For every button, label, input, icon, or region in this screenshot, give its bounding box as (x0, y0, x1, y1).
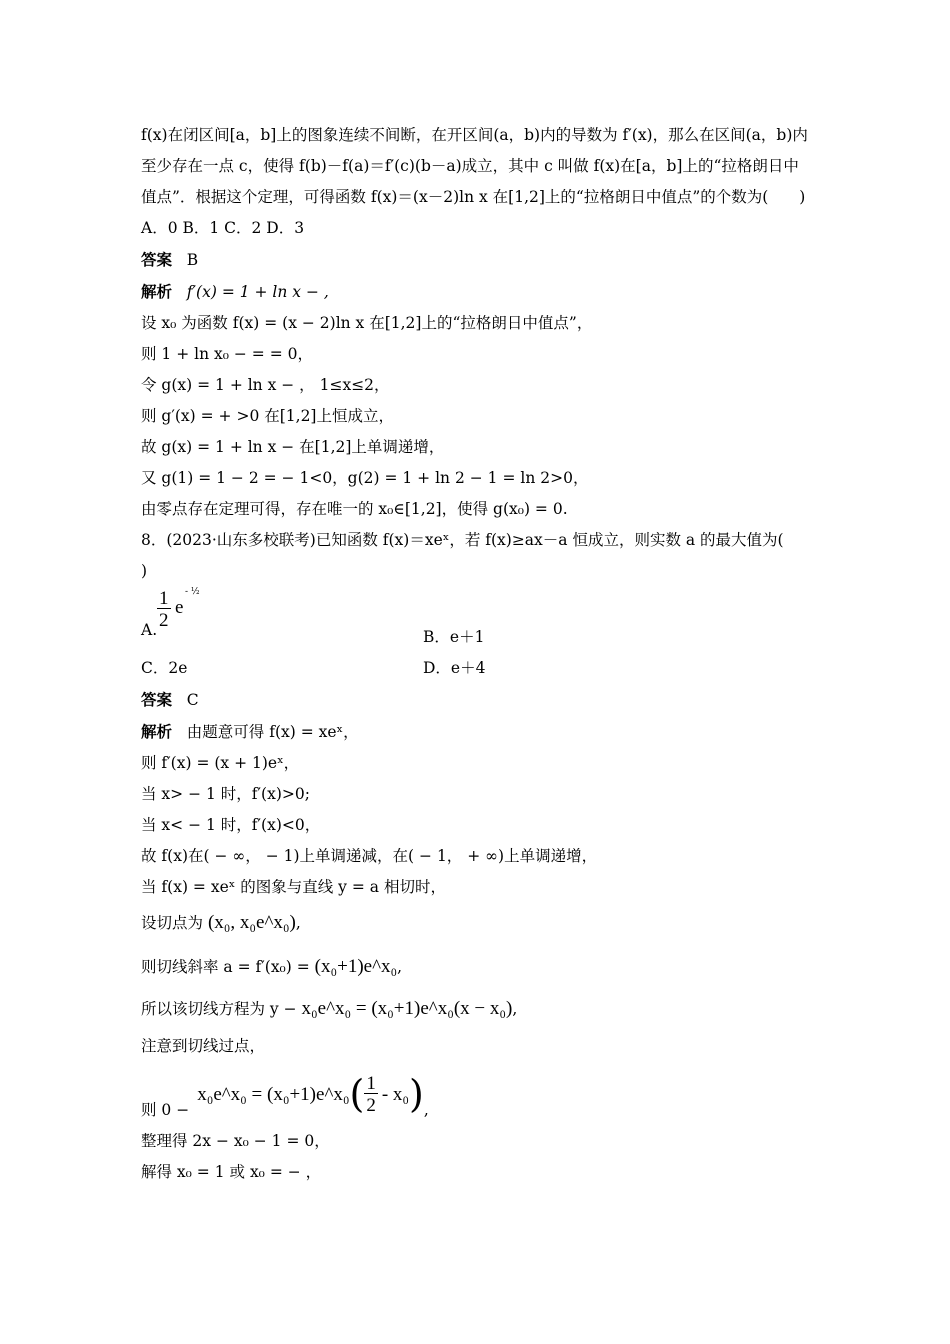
analysis-line: 故 g(x) = 1 + ln x − 在[1,2]上单调递增， (141, 438, 445, 456)
problem7-answer (141, 244, 811, 276)
problem8-options-row1 (141, 587, 811, 653)
analysis-line: 则 g′(x) = + >0 在[1,2]上恒成立， (141, 407, 394, 425)
tangent-equation-formula: x₀e^x₀ = (x₀+1)e^x₀(x − x₀) (301, 998, 513, 1019)
slope-line: 则切线斜率 a = f′(x₀) = (x₀+1)e^x₀, (141, 956, 403, 977)
option-a-fraction: $\frac{1}{2}$ (159, 588, 169, 631)
tangent-equation-line: 所以该切线方程为 y − x₀e^x₀ = (x₀+1)e^x₀(x − x₀), (141, 998, 518, 1019)
note-line: 注意到切线过点， (141, 1037, 266, 1055)
analysis-label: 解析 (141, 282, 173, 301)
problem8-analysis-1 (141, 716, 811, 748)
option-a: A. $\frac{1}{2}$ e - ½ (141, 587, 200, 639)
tidy-line: 整理得 2x − x₀ − 1 = 0， (141, 1132, 330, 1150)
answer-value: C (186, 691, 199, 709)
analysis-line: 由零点存在定理可得，存在唯一的 x₀∈[1,2]，使得 g(x₀) = 0. (141, 500, 568, 518)
problem8-answer (141, 684, 811, 716)
analysis-label: 解析 (141, 722, 173, 741)
tangent-point-line: 设切点为 (x₀, x₀e^x₀), (141, 912, 301, 933)
problem7-options: A．0 B．1 C．2 D．3 (141, 219, 305, 237)
problem7-stem: f(x)在闭区间[a，b]上的图象连续不间断，在开区间(a，b)内的导数为 f′(x)，那么在区间(a，b)内至少存在一点 c，使得 f(b)－f(a)＝f′(c)(b－a)成立，其中 c 叫做 f(x)在[a，b]上的“拉格朗日中值点”．根据这个定理，可得函数 f(x)＝(x－2)ln x 在[1,2]上的“拉格朗日中值点”的个数为( ) (141, 126, 808, 206)
answer-value: B (186, 251, 199, 269)
analysis-line: 故 f(x)在( − ∞， − 1)上单调递减，在( − 1， + ∞)上单调递增， (141, 847, 598, 865)
option-d: D．e＋4 (423, 659, 486, 677)
solve-line: 解得 x₀ = 1 或 x₀ = − ， (141, 1163, 322, 1181)
analysis-line: 则 f′(x) = (x + 1)eˣ， (141, 754, 300, 772)
slope-formula: (x₀+1)e^x₀ (314, 956, 398, 977)
analysis-line: 当 f(x) = xeˣ 的图象与直线 y = a 相切时， (141, 878, 446, 896)
document-body (141, 120, 811, 1188)
analysis-line: 令 g(x) = 1 + ln x − ， 1≤x≤2， (141, 376, 390, 394)
analysis-line: 当 x< − 1 时，f′(x)<0， (141, 816, 321, 834)
analysis-line: 当 x> − 1 时，f′(x)>0; (141, 785, 310, 803)
zero-formula-left: x₀e^x₀ = (x₀+1)e^x₀ (197, 1083, 350, 1105)
analysis-line: 则 1 + ln x₀ − = = 0， (141, 345, 313, 363)
option-c: C．2e (141, 659, 188, 677)
answer-label: 答案 (141, 250, 173, 269)
option-b: B．e＋1 (423, 628, 485, 646)
problem8-options-row2 (141, 653, 811, 684)
zero-fraction: $\frac{1}{2}$ (366, 1072, 376, 1116)
tangent-point-formula: (x₀, x₀e^x₀) (207, 912, 296, 933)
analysis-line: f′(x) = 1 + ln x − , (186, 283, 329, 301)
analysis-line: 设 x₀ 为函数 f(x) = (x − 2)ln x 在[1,2]上的“拉格朗日中值点”， (141, 314, 593, 332)
analysis-line: 由题意可得 f(x) = xeˣ， (186, 723, 359, 741)
problem7-analysis-1 (141, 276, 811, 308)
answer-label: 答案 (141, 690, 173, 709)
analysis-line: 又 g(1) = 1 − 2 = − 1<0，g(2) = 1 + ln 2 − 1 = ln 2>0， (141, 469, 589, 487)
zero-equation-line: 则 0 − x₀e^x₀ = (x₀+1)e^x₀ ( $\frac{1}{2}$ - x₀ ) , (141, 1071, 429, 1119)
problem8-stem: 8．(2023·山东多校联考)已知函数 f(x)＝xeˣ，若 f(x)≥ax－a 恒成立，则实数 a 的最大值为( ) (141, 531, 784, 580)
